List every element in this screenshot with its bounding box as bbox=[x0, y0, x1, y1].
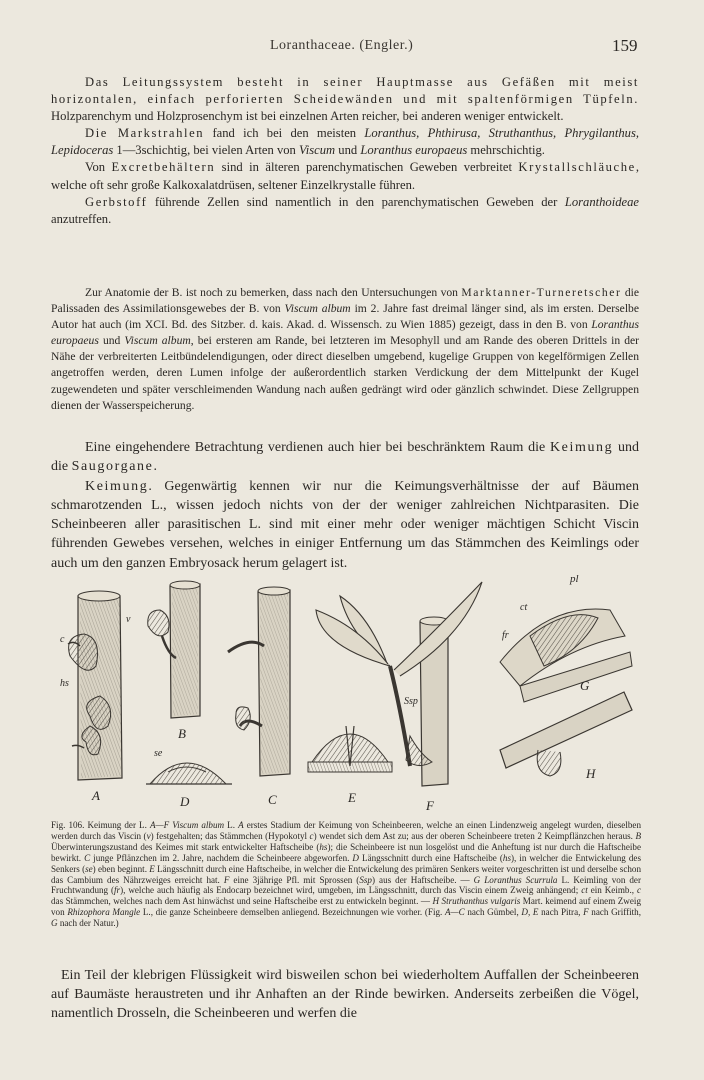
running-head: Loranthaceae. (Engler.) bbox=[270, 38, 414, 53]
figure-caption bbox=[51, 820, 641, 929]
spaced-term: Die Markstrahlen bbox=[85, 126, 205, 141]
fig-label-ct: ct bbox=[520, 602, 528, 613]
text-run: ) aus der Haftscheibe. — bbox=[371, 874, 474, 885]
fig-label-v: v bbox=[126, 614, 131, 625]
text-run: L., die ganze Scheinbeere demselben anliegend. Bezeichnungen wie vorher. (Fig. bbox=[140, 907, 445, 918]
fig-label-c: c bbox=[60, 634, 65, 645]
text-run: führende Zellen sind namentlich in den parenchymatischen Geweben der bbox=[147, 194, 565, 209]
genus-names: Loranthus, Phthirusa, Struthanthus, Phrygilanthus, Lepidoceras bbox=[51, 126, 639, 158]
text-run: , welche oft sehr große Kalkoxalatdrüsen, seltener Einzelkrystalle führen. bbox=[51, 160, 639, 192]
drawing-h-branch bbox=[500, 692, 632, 776]
italic-run: G bbox=[51, 918, 58, 929]
spaced-term: Saugorgane bbox=[71, 459, 154, 475]
paragraph-markstrahlen bbox=[51, 125, 639, 159]
text-run: Eine eingehendere Betrachtung verdienen auch hier bei beschränktem Raum die bbox=[85, 440, 550, 455]
text-run: junge Pflänzchen im 2. Jahre, nachdem die Scheinbeere abgeworfen. bbox=[90, 852, 353, 863]
italic-run: c bbox=[636, 885, 641, 896]
italic-run: Ssp bbox=[359, 874, 372, 885]
main-text-lower bbox=[51, 966, 639, 1024]
text-run: 1—3schichtig, bei vielen Arten von bbox=[113, 143, 299, 158]
text-run: Keimung der L. bbox=[84, 820, 150, 830]
drawing-b-branch bbox=[148, 581, 200, 718]
fig-label-B: B bbox=[178, 726, 186, 741]
text-run: ) festgehalten; das Stämmchen (Hypokotyl bbox=[150, 830, 310, 841]
species-name: Loranthus europaeus bbox=[51, 318, 639, 348]
spaced-term: Gerbstoff bbox=[85, 194, 148, 209]
spaced-term: Keimung bbox=[549, 440, 614, 455]
text-run: Holzparenchym und Holzprosenchym ist bei einzelnen Arten reicher, bei anderen weniger entwickelt. bbox=[51, 109, 564, 124]
italic-run: H Struthanthus vulgaris bbox=[432, 896, 521, 907]
paragraph-leitungssystem bbox=[51, 74, 639, 125]
italic-run: F bbox=[223, 874, 230, 885]
italic-run: E bbox=[149, 863, 155, 874]
spaced-term: Excretbehältern bbox=[111, 160, 216, 175]
italic-run: C bbox=[84, 852, 91, 863]
text-run: L. Keimling von der Fruchtwandung ( bbox=[51, 874, 641, 896]
italic-run: Rhizophora Mangle bbox=[67, 907, 141, 918]
section-heading-inline: Keimung bbox=[85, 478, 149, 494]
text-run: . bbox=[153, 459, 157, 475]
text-run: und die bbox=[51, 440, 639, 475]
italic-run: v bbox=[146, 830, 151, 841]
small-print-note bbox=[51, 285, 639, 414]
drawing-a-branch bbox=[68, 591, 122, 780]
text-run: sind in älteren parenchymatischen Geweben verbreitet bbox=[215, 160, 519, 175]
text-run: Längsschnitt durch eine Haftscheibe, in welcher die Entwickelung des primären Senkers weiter vorgeschritten ist und derselbe schon das Cambium des Nährzweiges erreicht hat. bbox=[51, 863, 642, 885]
text-run: nach Pitra, bbox=[538, 907, 584, 918]
italic-run: hs bbox=[502, 852, 511, 863]
text-run: ), in welcher die Entwickelung des Senkers ( bbox=[51, 852, 641, 874]
figure-number: Fig. 106. bbox=[51, 820, 85, 830]
page-number: 159 bbox=[612, 36, 638, 55]
spaced-term: Krystallschläuche bbox=[518, 160, 636, 175]
paragraph-fluessigkeit: Ein Teil der klebrigen Flüssigkeit wird bisweilen schon bei wiederholtem Auffallen der Scheinbeeren auf Baumäste heraustreten und ihr Anhaften an der Rinde bewirken. Anderseits zerbeißen die Vögel, namentlich Drosseln, die Scheinbeeren und werfen die bbox=[51, 968, 639, 1022]
text-run: ); die Scheinbeere ist nun losgelöst und die Anheftung ist nur durch die Haftscheibe bewirkt. bbox=[51, 841, 641, 863]
text-run: ein Keimb., bbox=[587, 885, 637, 896]
caption-text bbox=[51, 820, 641, 929]
species-name: Loranthus europaeus bbox=[360, 143, 468, 158]
text-run: L. bbox=[224, 820, 239, 830]
genus-name: Viscum bbox=[299, 143, 336, 158]
text-run: , bei ersteren am Rande, bei letzteren im Mesophyll und am Rande des oberen Drittels in der Nähe der verbreiterten Leitbündelendigungen, oder direct dieselben umgebend, kugelige Gruppen von kegelförmigen Zellen angetroffen werden, deren Lumen infolge der außerordentlich starken Verdickung der dem Mittelpunkt der Kugel zugewendeten und später verschleimenden Wandung nach außen gedrängt wird oder gänzlich schwindet. Diese Zellgruppen dienen der Wasserspeicherung. bbox=[51, 334, 640, 412]
text-run: Von bbox=[85, 160, 112, 175]
italic-run: A—F Viscum album bbox=[149, 820, 225, 830]
text-run: ) wendet sich dem Ast zu; aus der oberen Scheinbeere treten 2 Keimpflänzchen heraus. bbox=[313, 830, 636, 841]
fig-label-pl: pl bbox=[570, 573, 579, 585]
text-run: erstes Stadium der Keimung von Scheinbeeren, welche an einen Lindenzweig angelegt wurden, dieselben werden durch das Viscin ( bbox=[51, 820, 641, 841]
fig-label-fr: fr bbox=[502, 630, 509, 641]
text-run: anzutreffen. bbox=[51, 211, 112, 226]
italic-run: se bbox=[85, 863, 93, 874]
spaced-phrase: Das Leitungssystem besteht in seiner Hauptmasse aus Gefäßen mit meist horizontalen, einfach perforierten Scheidewänden und mit spaltenförmigen Tüpfeln. bbox=[51, 75, 639, 107]
text-run: und bbox=[98, 334, 125, 348]
drawing-d-section bbox=[146, 763, 232, 784]
paragraph-gerbstoff bbox=[51, 194, 639, 228]
text-run: . Gegenwärtig kennen wir nur die Keimungsverhältnisse der auf Bäumen schmarotzenden L., wissen jedoch nichts von der der weniger zahlreichen Nichtparasiten. Die Scheinbeeren aller parasitischen L. sind mit einer mehr oder weniger mächtigen Schicht Viscin führenden Gewebes versehen, welches in einiger Entfernung um das Stämmchen des Keimlings oder auch um den ganzen Embryosack herum gelagert ist. bbox=[51, 478, 639, 571]
italic-run: hs bbox=[319, 841, 328, 852]
text-run: im 2. Jahre fast dreimal länger sind, als im ersten. Derselbe Autor hat auch (im XCI. Bd. des Sitzber. d. kais. Akad. d. Wissensch. zu Wien 1885) gezeigt, dass in den B. von bbox=[51, 302, 639, 332]
text-run: Mart. keimend auf einem Zweig von bbox=[51, 896, 641, 918]
text-run: und bbox=[335, 143, 361, 158]
fig-label-se: se bbox=[154, 748, 163, 759]
main-text-keimung bbox=[51, 438, 639, 573]
italic-run: D, E bbox=[521, 907, 539, 918]
text-run: nach Gümbel, bbox=[464, 907, 522, 918]
fig-label-A: A bbox=[92, 788, 100, 803]
species-name: Viscum album bbox=[124, 334, 191, 348]
fig-label-G: G bbox=[580, 678, 590, 693]
fig-label-F: F bbox=[426, 798, 434, 813]
drawing-c-branch bbox=[228, 587, 290, 776]
fig-label-D: D bbox=[180, 794, 190, 809]
text-run: ) eben beginnt. bbox=[92, 863, 150, 874]
paragraph-anatomie bbox=[51, 285, 639, 414]
fig-label-hs: hs bbox=[60, 678, 69, 689]
fig-label-C: C bbox=[268, 792, 277, 807]
paragraph-betrachtung bbox=[51, 438, 639, 477]
text-run: Zur Anatomie der B. ist noch zu bemerken, dass nach den Untersuchungen von bbox=[85, 286, 462, 299]
author-name: Marktanner-Turneretscher bbox=[461, 286, 622, 299]
taxon-name: Loranthoideae bbox=[564, 194, 639, 209]
italic-run: c bbox=[309, 830, 314, 841]
paragraph-excretbehaelter bbox=[51, 159, 639, 193]
text-run: fand ich bei den meisten bbox=[204, 126, 365, 141]
text-run: eine 3jährige Pfl. mit Sprossen ( bbox=[229, 874, 360, 885]
botanical-drawing bbox=[50, 566, 650, 818]
italic-run: A bbox=[238, 820, 244, 830]
fig-label-E: E bbox=[348, 790, 356, 805]
text-run: das Stämmchen, welches nach dem Ast hinwächst und seine Haftscheibe erst zu entwickeln beginnt. — bbox=[51, 896, 433, 907]
italic-run: D bbox=[352, 852, 359, 863]
species-name: Viscum album bbox=[284, 302, 351, 316]
italic-run: A—C bbox=[444, 907, 465, 918]
italic-run: G Loranthus Scurrula bbox=[473, 874, 558, 885]
text-run: nach Griffith, bbox=[588, 907, 641, 918]
italic-run: F bbox=[583, 907, 589, 918]
fig-label-H: H bbox=[586, 766, 596, 781]
text-run: mehrschichtig. bbox=[467, 143, 545, 158]
italic-run: fr bbox=[114, 885, 121, 896]
text-run: die Palissaden des Assimilationsgewebes der B. von bbox=[51, 286, 640, 316]
text-run: Längsschnitt durch eine Haftscheibe ( bbox=[359, 852, 503, 863]
page-header bbox=[0, 38, 704, 58]
main-text-upper bbox=[51, 74, 639, 228]
drawing-g-section bbox=[500, 609, 632, 702]
text-run: nach der Natur.) bbox=[57, 918, 119, 929]
figure-106-illustration bbox=[50, 566, 650, 818]
text-run: ), welche auch häufig als Endocarp bezeichnet wird, umgeben, im Längsschnitt, durch das Viscin einem Zweig anhängend; bbox=[120, 885, 582, 896]
fig-label-Ssp: Ssp bbox=[404, 696, 418, 707]
italic-run: ct bbox=[581, 885, 588, 896]
text-run: Überwinterungszustand des Keimes mit stark entwickelter Haftscheibe ( bbox=[51, 841, 320, 852]
drawing-e-section bbox=[308, 726, 392, 772]
italic-run: B bbox=[635, 830, 641, 841]
paragraph-keimung bbox=[51, 477, 639, 573]
